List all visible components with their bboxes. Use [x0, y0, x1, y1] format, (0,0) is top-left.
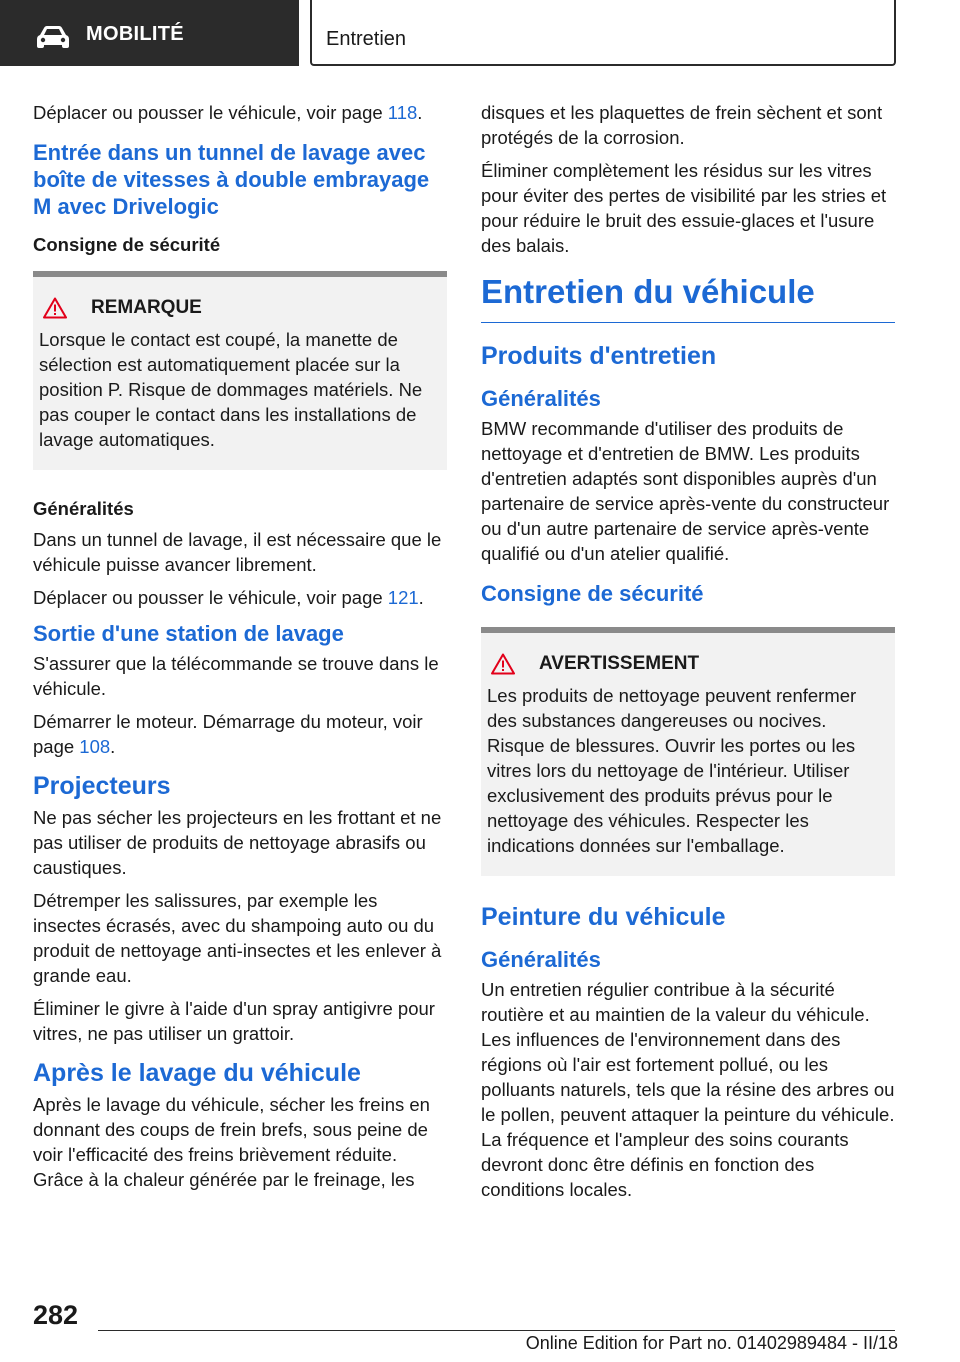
- notice-text: Lorsque le contact est coupé, la manette de sélection est automatiquement placée sur la position P. Risque de dommages matériels. Ne pas couper le contact dans les installations de lavage automatiques.: [39, 329, 423, 450]
- heading-tunnel: Entrée dans un tunnel de lavage avec boîte de vitesses à double embrayage M avec Drivelogic: [33, 140, 430, 219]
- heading-care-products: Produits d'entretien: [481, 342, 717, 370]
- heading-after-wash: Après le lavage du véhicule: [33, 1059, 361, 1087]
- page-link[interactable]: 108: [79, 736, 111, 757]
- section-tab: [310, 0, 896, 66]
- warning-title: AVERTISSEMENT: [539, 653, 700, 674]
- heading-general: Généralités: [481, 947, 601, 972]
- heading-safety: Consigne de sécurité: [481, 581, 704, 606]
- heading-general: Généralités: [481, 386, 601, 411]
- footer-divider: [98, 1330, 895, 1331]
- heading-paint: Peinture du véhicule: [481, 903, 726, 931]
- heading-exit: Sortie d'une station de lavage: [33, 621, 344, 646]
- left-column: [33, 100, 447, 1200]
- paragraph: Après le lavage du véhicule, sécher les freins en donnant des coups de frein brefs, sous peine de voir l'efficacité des freins brièvement réduite. Grâce à la chaleur générée par le freinage, les: [33, 1094, 430, 1190]
- edition-label: Online Edition for Part no. 01402989484 - II/18: [525, 1333, 898, 1353]
- warning-box: [481, 627, 895, 876]
- page-number: 282: [33, 1300, 79, 1330]
- heading-safety: Consigne de sécurité: [33, 234, 221, 255]
- paragraph: Détremper les salissures, par exemple les insectes écrasés, avec du shampoing auto ou du produit de nettoyage anti-insectes et les enlever à grande eau.: [33, 890, 442, 986]
- notice-box: [33, 271, 447, 470]
- paragraph: Dans un tunnel de lavage, il est nécessaire que le véhicule puisse avancer librement.: [33, 529, 442, 575]
- heading-general: Généralités: [33, 498, 134, 519]
- paragraph: BMW recommande d'utiliser des produits de nettoyage et d'entretien de BMW. Les produits d'entretien adaptés sont disponibles auprès d'un partenaire de service après-vente du constructeur ou d'un autre partenaire de service après-vente qualifié ou d'un atelier qualifié.: [481, 418, 890, 564]
- category-title: MOBILITÉ: [86, 23, 184, 45]
- car-icon: [36, 25, 70, 49]
- warning-triangle-icon: [491, 653, 515, 675]
- paragraph: Démarrer le moteur. Démarrage du moteur, voir page 108.: [33, 711, 423, 757]
- paragraph: disques et les plaquettes de frein sèchent et sont protégés de la corrosion.: [481, 102, 883, 148]
- warning-header: [487, 653, 889, 675]
- category-tab: [0, 0, 299, 66]
- page-link[interactable]: 121: [387, 587, 419, 608]
- paragraph: S'assurer que la télécommande se trouve dans le véhicule.: [33, 653, 439, 699]
- notice-header: [39, 297, 441, 319]
- page-link[interactable]: 118: [387, 102, 418, 123]
- right-column: [481, 100, 895, 1210]
- paragraph: Ne pas sécher les projecteurs en les frottant et ne pas utiliser de produits de nettoyage abrasifs ou caustiques.: [33, 807, 442, 878]
- warning-text: Les produits de nettoyage peuvent renfermer des substances dangereuses ou nocives. Risque de blessures. Ouvrir les portes ou les vitres lors du nettoyage de l'intérieur. Utiliser exclusivement des produits prévus pour le nettoyage des véhicules. Respecter les indications données sur l'emballage.: [487, 685, 857, 856]
- paragraph: Éliminer le givre à l'aide d'un spray antigivre pour vitres, ne pas utiliser un grattoir.: [33, 998, 435, 1044]
- paragraph: Déplacer ou pousser le véhicule, voir page 118.: [33, 102, 423, 123]
- heading-projectors: Projecteurs: [33, 772, 171, 800]
- paragraph: Éliminer complètement les résidus sur les vitres pour éviter des pertes de visibilité par les stries et pour réduire le bruit des essuie-glaces et l'usure des balais.: [481, 160, 887, 256]
- warning-triangle-icon: [43, 297, 67, 319]
- paragraph: Un entretien régulier contribue à la sécurité routière et au maintien de la valeur du véhicule. Les influences de l'environnement dans des régions où l'air est fortement pollué, ou les polluants naturels, tels que la résine des arbres ou le pollen, peuvent attaquer la peinture du véhicule. La fréquence et l'ampleur des soins courants devront donc être définis en fonction des conditions locales.: [481, 979, 895, 1200]
- page-header: [0, 0, 960, 66]
- section-title: Entretien: [326, 28, 407, 50]
- paragraph: Déplacer ou pousser le véhicule, voir page 121.: [33, 587, 424, 608]
- notice-title: REMARQUE: [91, 297, 202, 318]
- heading-vehicle-care: Entretien du véhicule: [481, 272, 895, 323]
